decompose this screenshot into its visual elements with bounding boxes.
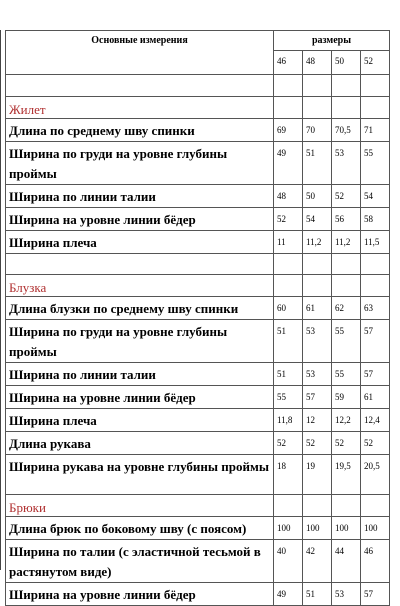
measurement-value: 52 [303,432,332,455]
measurement-name: Ширина по груди на уровне глубины проймы [6,142,274,185]
table-row [6,409,390,432]
measurement-value: 11,2 [303,231,332,254]
measurement-value: 62 [332,297,361,320]
table-row [6,320,390,363]
measurement-name: Длина блузки по среднему шву спинки [6,297,274,320]
spacer-row [6,75,390,97]
measurement-value: 57 [361,320,390,363]
measurement-name: Длина рукава [6,432,274,455]
measurement-name: Длина брюк по боковому шву (с поясом) [6,517,274,540]
measurement-value: 52 [361,432,390,455]
measurement-value: 53 [332,583,361,606]
measurement-value: 56 [332,208,361,231]
measurement-name: Ширина на уровне линии бёдер [6,386,274,409]
measurement-name: Ширина по линии талии [6,363,274,386]
measurement-name: Ширина плеча [6,409,274,432]
measurement-value: 52 [332,185,361,208]
measurement-value: 54 [303,208,332,231]
measurement-value: 51 [303,142,332,185]
table-row [6,386,390,409]
table-row [6,142,390,185]
measurement-value: 60 [274,297,303,320]
measurement-value: 40 [274,540,303,583]
measurement-value: 44 [332,540,361,583]
measurement-value: 57 [303,386,332,409]
measurement-name: Ширина по линии талии [6,185,274,208]
table-row [6,231,390,254]
measurement-value: 49 [274,583,303,606]
section-title: Брюки [6,495,274,517]
measurement-name: Ширина на уровне линии бёдер [6,583,274,606]
header-sizes-label: размеры [274,31,390,51]
measurement-value: 18 [274,455,303,495]
size-number: 50 [332,51,361,75]
measurement-value: 11,2 [332,231,361,254]
table-row [6,363,390,386]
spacer-row [6,254,390,275]
measurement-name: Длина по среднему шву спинки [6,119,274,142]
measurement-value: 55 [274,386,303,409]
measurement-value: 59 [332,386,361,409]
measurement-value: 100 [332,517,361,540]
measurement-value: 52 [332,432,361,455]
measurement-name: Ширина по талии (с эластичной тесьмой в растянутом виде) [6,540,274,583]
measurement-value: 12,2 [332,409,361,432]
measurement-value: 51 [274,320,303,363]
measurement-value: 11 [274,231,303,254]
section-title: Жилет [6,97,274,119]
measurement-value: 63 [361,297,390,320]
measurement-value: 100 [361,517,390,540]
measurement-value: 42 [303,540,332,583]
size-number: 48 [303,51,332,75]
measurement-value: 57 [361,363,390,386]
measurement-value: 49 [274,142,303,185]
section-title: Блузка [6,275,274,297]
table-row [6,455,390,495]
table-row [6,583,390,606]
measurement-value: 55 [332,320,361,363]
measurement-value: 100 [274,517,303,540]
header-row [6,31,390,51]
measurement-value: 57 [361,583,390,606]
measurement-value: 70 [303,119,332,142]
measurement-value: 58 [361,208,390,231]
size-number: 52 [361,51,390,75]
measurement-value: 11,5 [361,231,390,254]
measurement-value: 53 [332,142,361,185]
measurement-value: 55 [332,363,361,386]
section-row-trousers [6,495,390,517]
measurement-value: 69 [274,119,303,142]
measurement-value: 71 [361,119,390,142]
table-row [6,119,390,142]
measurement-name: Ширина по груди на уровне глубины проймы [6,320,274,363]
measurement-value: 12,4 [361,409,390,432]
section-row-vest [6,97,390,119]
measurement-value: 19,5 [332,455,361,495]
measurement-value: 20,5 [361,455,390,495]
measurements-table [5,30,390,606]
table-row [6,297,390,320]
measurement-value: 11,8 [274,409,303,432]
table-row [6,208,390,231]
measurement-name: Ширина на уровне линии бёдер [6,208,274,231]
measurement-value: 100 [303,517,332,540]
measurement-value: 52 [274,432,303,455]
measurement-value: 19 [303,455,332,495]
header-title: Основные измерения [6,31,274,75]
measurement-value: 61 [361,386,390,409]
measurement-value: 50 [303,185,332,208]
measurement-value: 70,5 [332,119,361,142]
table-row [6,517,390,540]
measurement-value: 55 [361,142,390,185]
size-number: 46 [274,51,303,75]
measurement-value: 52 [274,208,303,231]
section-row-blouse [6,275,390,297]
table-row [6,432,390,455]
measurement-value: 48 [274,185,303,208]
measurement-name: Ширина плеча [6,231,274,254]
measurement-value: 61 [303,297,332,320]
measurement-value: 12 [303,409,332,432]
measurement-name: Ширина рукава на уровне глубины проймы [6,455,274,495]
table-row [6,540,390,583]
measurement-value: 46 [361,540,390,583]
measurement-value: 54 [361,185,390,208]
table-edge-line [0,30,1,570]
table-row [6,185,390,208]
measurement-value: 51 [274,363,303,386]
measurement-value: 53 [303,320,332,363]
measurement-value: 51 [303,583,332,606]
measurement-value: 53 [303,363,332,386]
